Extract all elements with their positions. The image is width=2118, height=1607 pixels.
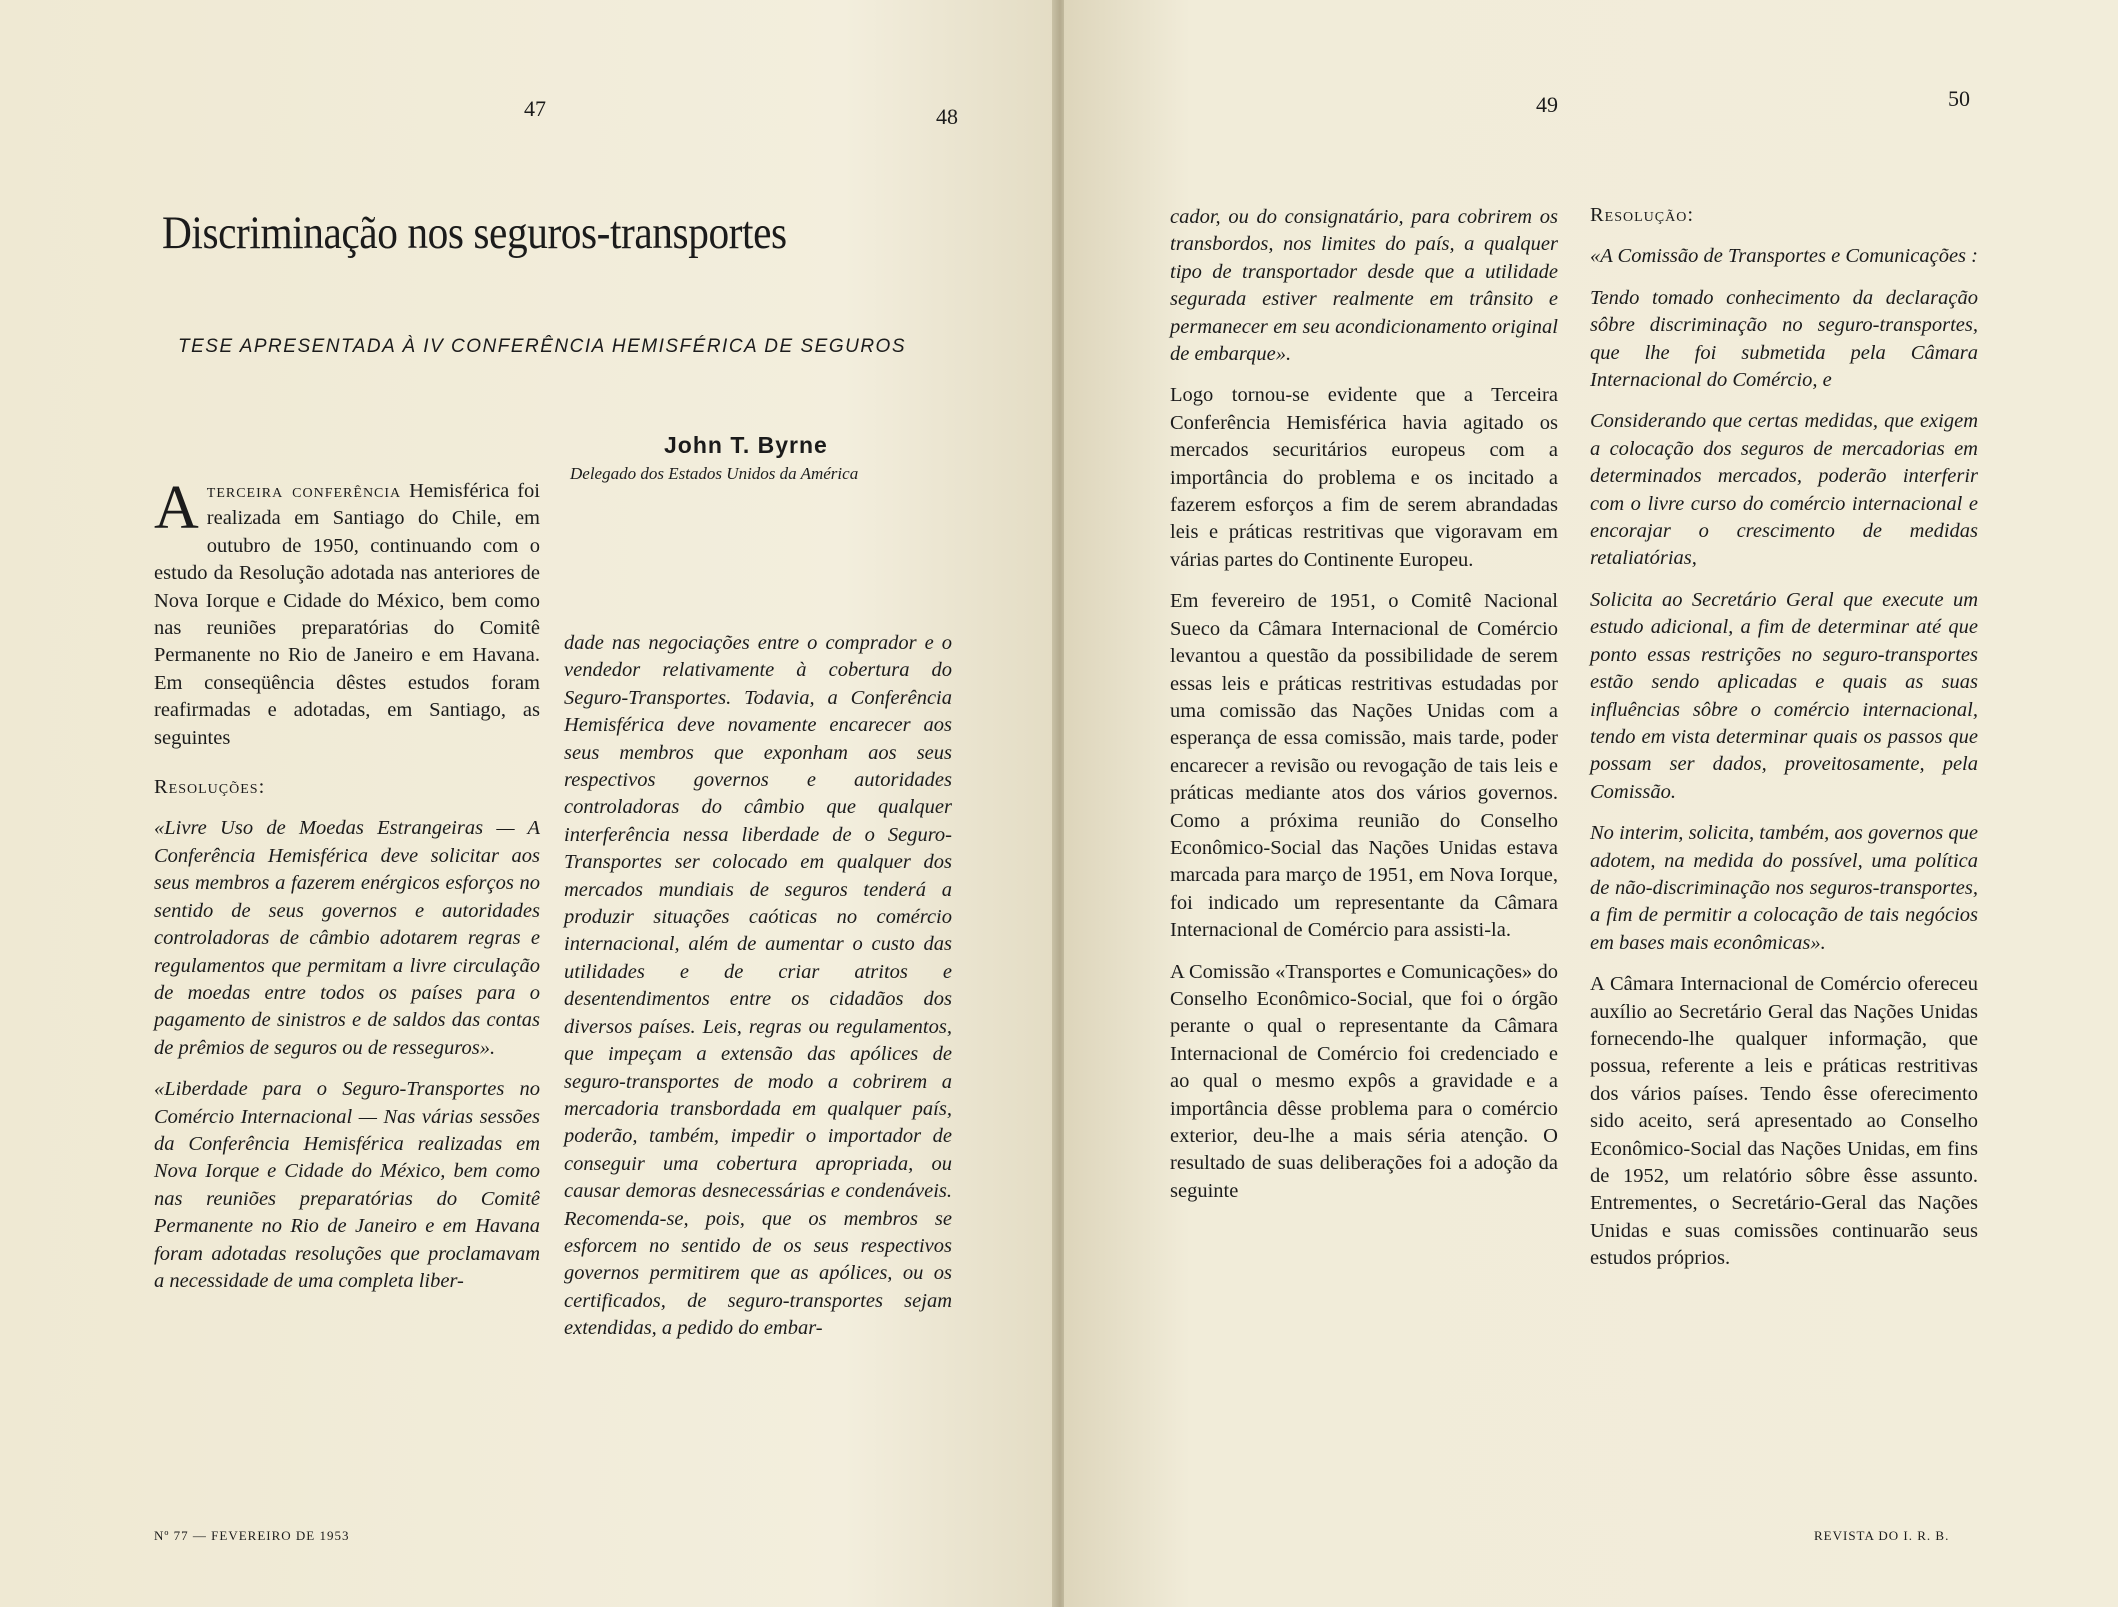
intro-smallcaps: terceira conferência	[206, 480, 402, 502]
column-3-paragraph-2: Em fevereiro de 1951, o Comitê Nacional Sueco da Câmara Internacional de Comércio levantou a questão da possibilidade de serem essas leis e práticas restritivas estudadas por uma comissão das Nações Unidas com a esperança de essa comissão, mais tarde, poder encarecer a revisão ou revogação de tais leis e práticas mediante atos dos vários governos. Como a próxima reunião do Conselho Econômico-Social das Nações Unidas estava marcada para março de 1951, em Nova Iorque, foi indicado um representante da Câmara Internacional de Comércio para assisti-la.	[1170, 590, 1558, 942]
column-2-text: dade nas negociações entre o comprador e o vendedor relativamente à cobertura do Seguro-Transportes. Todavia, a Conferência Hemisférica deve novamente encarecer aos seus membros que exponham aos seus respectivos governos e autoridades controladoras do câmbio que qualquer interferência nessa liberdade de o Seguro-Transportes ser colocado em qualquer dos mercados mundiais de seguros tenderá a produzir situações caóticas no comércio internacional, além de aumentar o custo das utilidades e de criar atritos e desentendimentos entre os cidadãos dos diversos países. Leis, regras ou regulamentos, que impeçam a extensão das apólices de seguro-transportes de modo a cobrirem a mercadoria transbordada em qualquer país, poderão, também, impedir o importador de conseguir uma cobertura apropriada, ou causar demoras desnecessárias e condenáveis. Recomenda-se, pois, que os membros se esforcem no sentido de os seus respectivos governos permitirem que as apólices, ou os certificados, de seguro-transportes sejam extendidas, a pedido do embar-	[564, 632, 952, 1340]
resolutions-heading: Resoluções:	[154, 776, 266, 799]
resolution-1: «Livre Uso de Moedas Estrangeiras — A Conferência Hemisférica deve solicitar aos seus membros a fazerem enérgicos esforços no sentido de seus governos e autoridades controladoras de câmbio adotarem regras e regulamentos que permitam a livre circulação de moedas entre todos os países para o pagamento de sinistros e de saldos das contas de prêmios de seguros ou de resseguros».	[154, 817, 540, 1059]
column-2	[564, 630, 952, 1357]
intro-paragraph	[154, 474, 540, 752]
page-number-48: 48	[936, 104, 958, 129]
resolution-line-5: No interim, solicita, também, aos governos que adotem, na medida do possível, uma política de não-discriminação nos seguros-transportes, a fim de permitir a colocação de tais negócios em bases mais econômicas».	[1590, 822, 1978, 954]
footer-right: REVISTA DO I. R. B.	[1814, 1528, 1950, 1543]
column-3	[1170, 204, 1558, 1219]
resolution-heading: Resolução:	[1590, 204, 1695, 226]
column-4	[1590, 202, 1978, 1287]
article-subtitle: TESE APRESENTADA À IV CONFERÊNCIA HEMISFÉRICA DE SEGUROS	[178, 336, 906, 357]
right-page	[1064, 0, 2118, 1607]
column-3-paragraph-3: A Comissão «Transportes e Comunicações» do Conselho Econômico-Social, que foi o órgão perante o qual o representante da Câmara Internacional de Comércio foi credenciado e ao qual o mesmo expôs a gravidade e a importância dêsse problema para o comércio exterior, deu-lhe a mais séria atenção. O resultado de suas deliberações foi a adoção da seguinte	[1170, 960, 1558, 1202]
article-title: Discriminação nos seguros-transportes	[162, 207, 787, 259]
page-number-49: 49	[1536, 92, 1558, 117]
page-number-47: 47	[524, 96, 546, 121]
column-3-paragraph-1: Logo tornou-se evidente que a Terceira Conferência Hemisférica havia agitado os mercados securitários europeus com a importância do problema e os incitado a fazerem esforços a fim de serem abrandadas leis e práticas restritivas que vigoravam em várias partes do Continente Europeu.	[1170, 384, 1558, 571]
footer-left: Nº 77 — FEVEREIRO DE 1953	[154, 1528, 350, 1543]
drop-cap: A	[154, 474, 199, 542]
resolution-2: «Liberdade para o Seguro-Transportes no Comércio Internacional — Nas várias sessões da Conferência Hemisférica realizadas em Nova Iorque e Cidade do México, bem como nas reuniões preparatórias do Comitê Permanente no Rio de Janeiro e em Havana foram adotadas resoluções que proclamavam a necessidade de uma completa liber-	[154, 1078, 540, 1292]
resolution-line-1: «A Comissão de Transportes e Comunicações :	[1590, 245, 1978, 268]
column-4-paragraph: A Câmara Internacional de Comércio ofereceu auxílio ao Secretário Geral das Nações Unidas fornecendo-lhe qualquer informação, que possua, referente a leis e práticas restritivas dos vários países. Tendo êsse oferecimento sido aceito, será apresentado ao Conselho Econômico-Social das Nações Unidas, em fins de 1952, um relatório sôbre êsse assunto. Entrementes, o Secretário-Geral das Nações Unidas e suas comissões continuarão seus estudos próprios.	[1590, 973, 1978, 1270]
column-3-continuation: cador, ou do consignatário, para cobrirem os transbordos, nos limites do país, a qualquer tipo de transportador desde que a utilidade segurada estiver realmente em trânsito e permanecer em seu acondicionamento original de embarque».	[1170, 206, 1558, 366]
author-role: Delegado dos Estados Unidos da América	[570, 464, 859, 483]
resolution-line-2: Tendo tomado conhecimento da declaração sôbre discriminação no seguro-transportes, que lhe foi submetida pela Câmara Internacional do Comércio, e	[1590, 286, 1978, 392]
author-name: John T. Byrne	[664, 432, 828, 458]
page-number-50: 50	[1948, 86, 1970, 111]
resolution-line-4: Solicita ao Secretário Geral que execute um estudo adicional, a fim de determinar até que ponto essas restrições no seguro-transportes estão sendo aplicadas e quais as suas influências sôbre o comércio internacional, tendo em vista determinar quais os passos que possam ser dados, proveitosamente, pela Comissão.	[1590, 588, 1978, 803]
intro-text: Hemisférica foi realizada em Santiago do Chile, em outubro de 1950, continuando com o estudo da Resolução adotada nas anteriores de Nova Iorque e Cidade do México, bem como nas reuniões preparatórias do Comitê Permanente no Rio de Janeiro e em Havana. Em conseqüência dêstes estudos foram reafirmadas e adotadas, em Santiago, as seguintes	[154, 480, 540, 749]
resolution-line-3: Considerando que certas medidas, que exigem a colocação dos seguros de mercadorias em determinados mercados, poderão interferir com o livre curso do comércio internacional e encorajar o crescimento de medidas retaliatórias,	[1590, 410, 1978, 570]
column-1	[154, 474, 540, 1309]
left-page	[0, 0, 1056, 1607]
